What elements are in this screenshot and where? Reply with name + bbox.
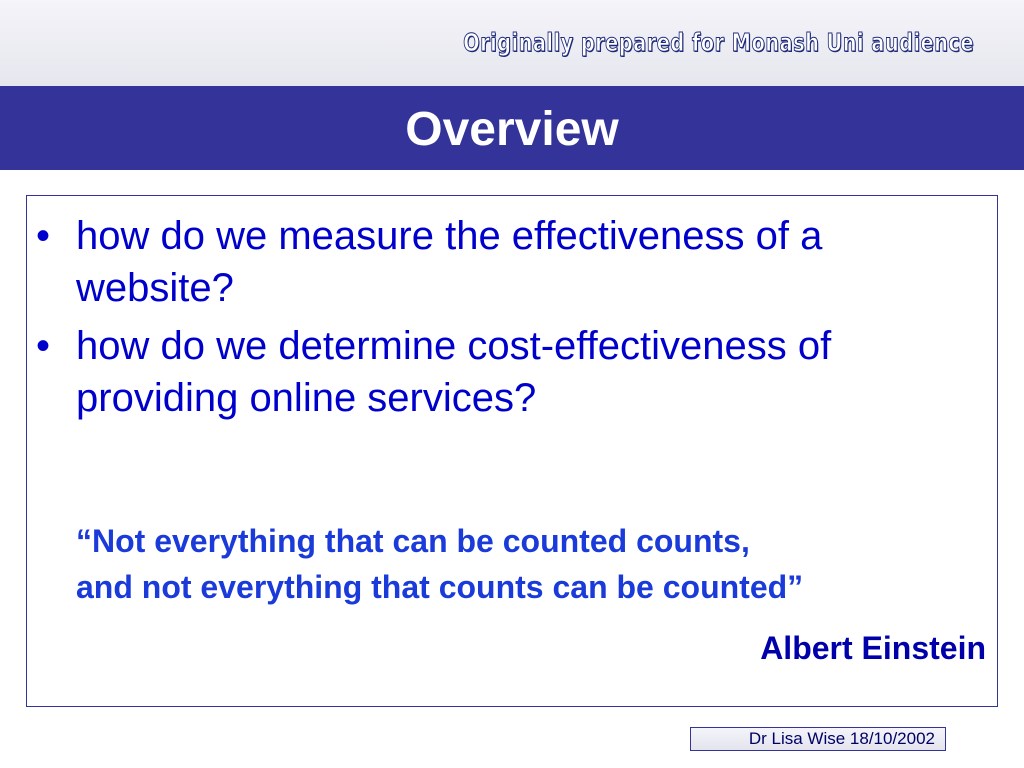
- bullet-icon: •: [36, 214, 51, 258]
- quote-attribution: Albert Einstein: [760, 630, 986, 666]
- footer-author-date: Dr Lisa Wise 18/10/2002: [690, 727, 946, 751]
- banner-note: Originally prepared for Monash Uni audience: [463, 28, 974, 57]
- bullet-item: [30, 320, 990, 424]
- bullet-list: [30, 210, 990, 430]
- bullet-text-line: providing online services?: [76, 376, 537, 420]
- bullet-icon: •: [36, 324, 51, 368]
- slide-title: Overview: [405, 103, 619, 156]
- bullet-text-line: how do we measure the effectiveness of a: [76, 214, 823, 258]
- quote-line: and not everything that counts can be counted”: [76, 569, 804, 605]
- quote: [76, 518, 976, 610]
- bullet-text-line: website?: [76, 266, 234, 310]
- quote-line: “Not everything that can be counted counts,: [76, 523, 750, 559]
- bullet-item: [30, 210, 990, 314]
- bullet-text-line: how do we determine cost-effectiveness of: [76, 324, 832, 368]
